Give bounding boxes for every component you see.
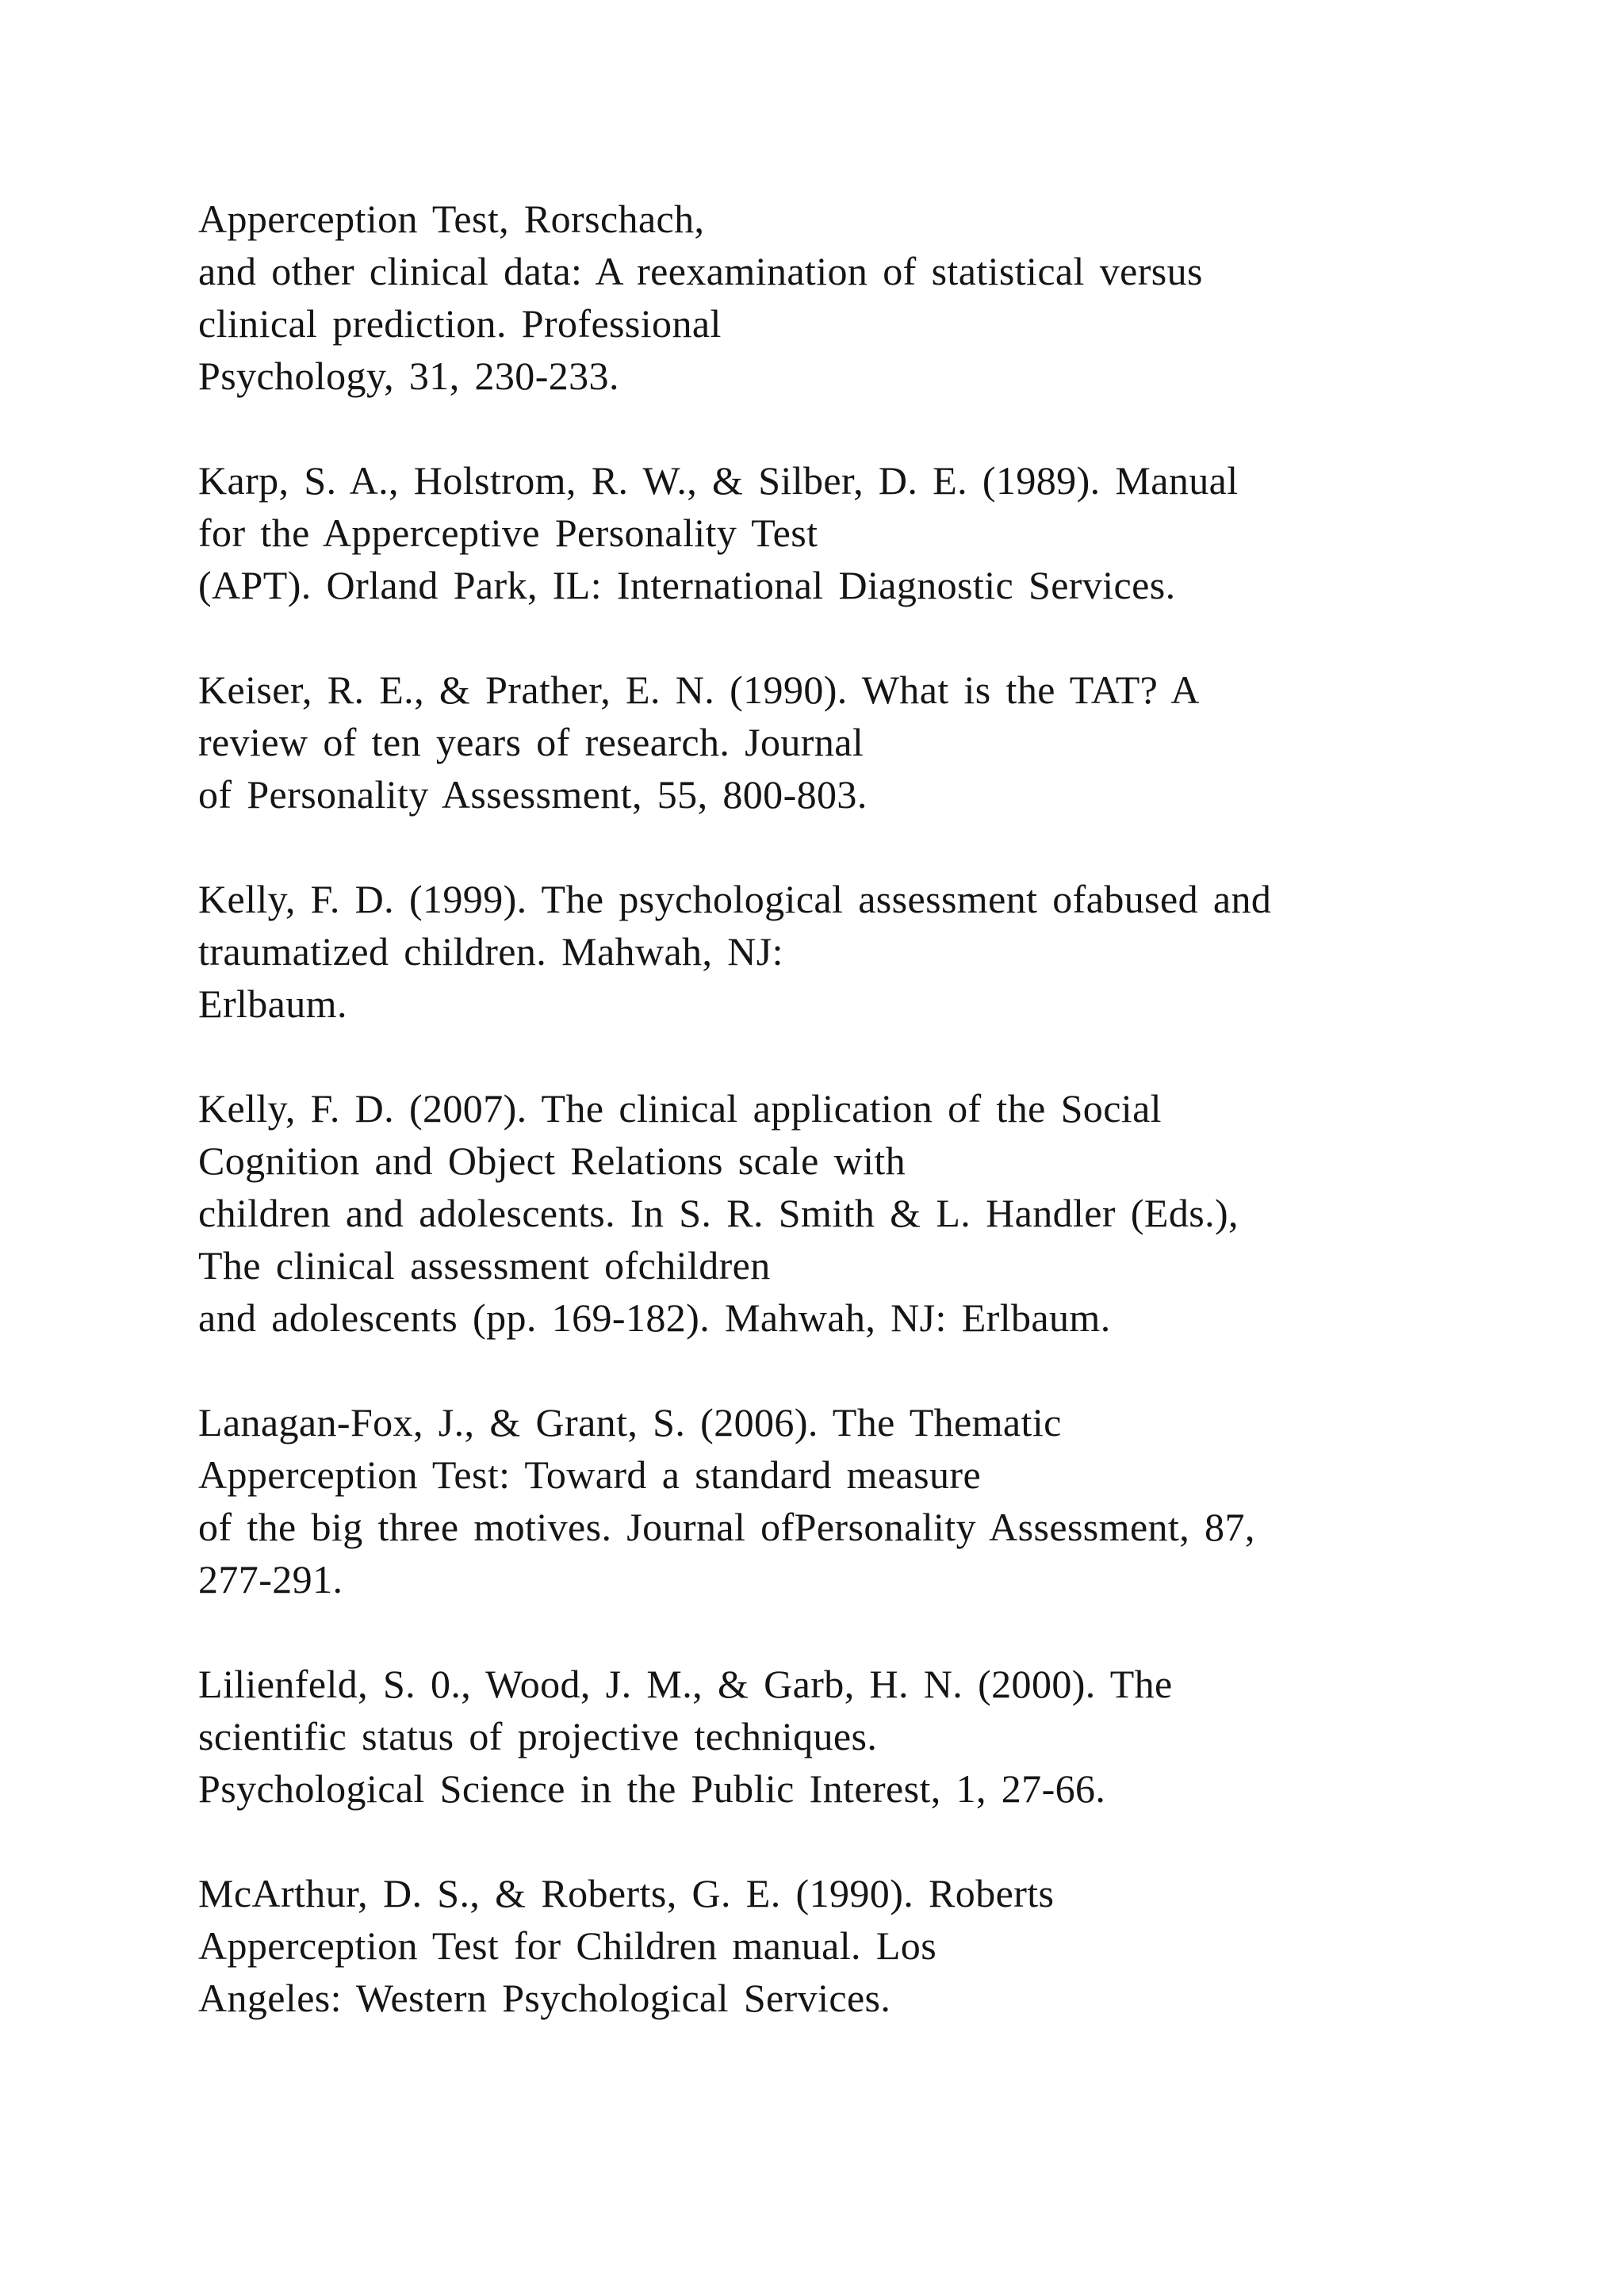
- reference-line: McArthur, D. S., & Roberts, G. E. (1990). Roberts: [198, 1871, 1055, 1915]
- reference-line: Psychological Science in the Public Interest, 1, 27-66.: [198, 1766, 1106, 1811]
- reference-line: Lanagan-Fox, J., & Grant, S. (2006). The Thematic: [198, 1400, 1062, 1445]
- reference-line: traumatized children. Mahwah, NJ:: [198, 929, 783, 974]
- reference-line: and adolescents (pp. 169-182). Mahwah, NJ: Erlbaum.: [198, 1295, 1111, 1340]
- reference-line: Kelly, F. D. (1999). The psychological assessment ofabused and: [198, 877, 1272, 921]
- reference-line: Kelly, F. D. (2007). The clinical application of the Social: [198, 1086, 1162, 1131]
- reference-line: review of ten years of research. Journal: [198, 720, 864, 764]
- reference-line: 277-291.: [198, 1557, 343, 1601]
- reference-line: (APT). Orland Park, IL: International Diagnostic Services.: [198, 563, 1176, 607]
- reference-line: Karp, S. A., Holstrom, R. W., & Silber, D. E. (1989). Manual: [198, 458, 1239, 503]
- reference-line: of Personality Assessment, 55, 800-803.: [198, 772, 868, 817]
- reference-line: Psychology, 31, 230-233.: [198, 354, 619, 398]
- reference-line: for the Apperceptive Personality Test: [198, 511, 818, 555]
- reference-line: and other clinical data: A reexamination of statistical versus: [198, 249, 1203, 293]
- reference-entry: [198, 1658, 1546, 1815]
- reference-line: clinical prediction. Professional: [198, 301, 722, 346]
- reference-line: Lilienfeld, S. 0., Wood, J. M., & Garb, H. N. (2000). The: [198, 1662, 1173, 1706]
- reference-line: Erlbaum.: [198, 982, 347, 1026]
- reference-line: Apperception Test for Children manual. Los: [198, 1923, 937, 1968]
- reference-line: Apperception Test, Rorschach,: [198, 197, 705, 241]
- reference-line: Keiser, R. E., & Prather, E. N. (1990). What is the TAT? A: [198, 668, 1200, 712]
- reference-entry: [198, 873, 1546, 1030]
- reference-list: [198, 193, 1546, 2076]
- reference-line: Cognition and Object Relations scale with: [198, 1138, 906, 1183]
- reference-line: of the big three motives. Journal ofPersonality Assessment, 87,: [198, 1505, 1255, 1549]
- reference-line: Apperception Test: Toward a standard measure: [198, 1452, 982, 1497]
- reference-entry: [198, 1082, 1546, 1344]
- reference-entry: [198, 193, 1546, 402]
- reference-line: children and adolescents. In S. R. Smith & L. Handler (Eds.),: [198, 1191, 1239, 1235]
- reference-line: The clinical assessment ofchildren: [198, 1243, 771, 1288]
- reference-entry: [198, 664, 1546, 821]
- reference-entry: [198, 1396, 1546, 1605]
- reference-entry: [198, 454, 1546, 611]
- reference-entry: [198, 1867, 1546, 2024]
- reference-line: scientific status of projective techniques.: [198, 1714, 878, 1758]
- reference-line: Angeles: Western Psychological Services.: [198, 1976, 891, 2020]
